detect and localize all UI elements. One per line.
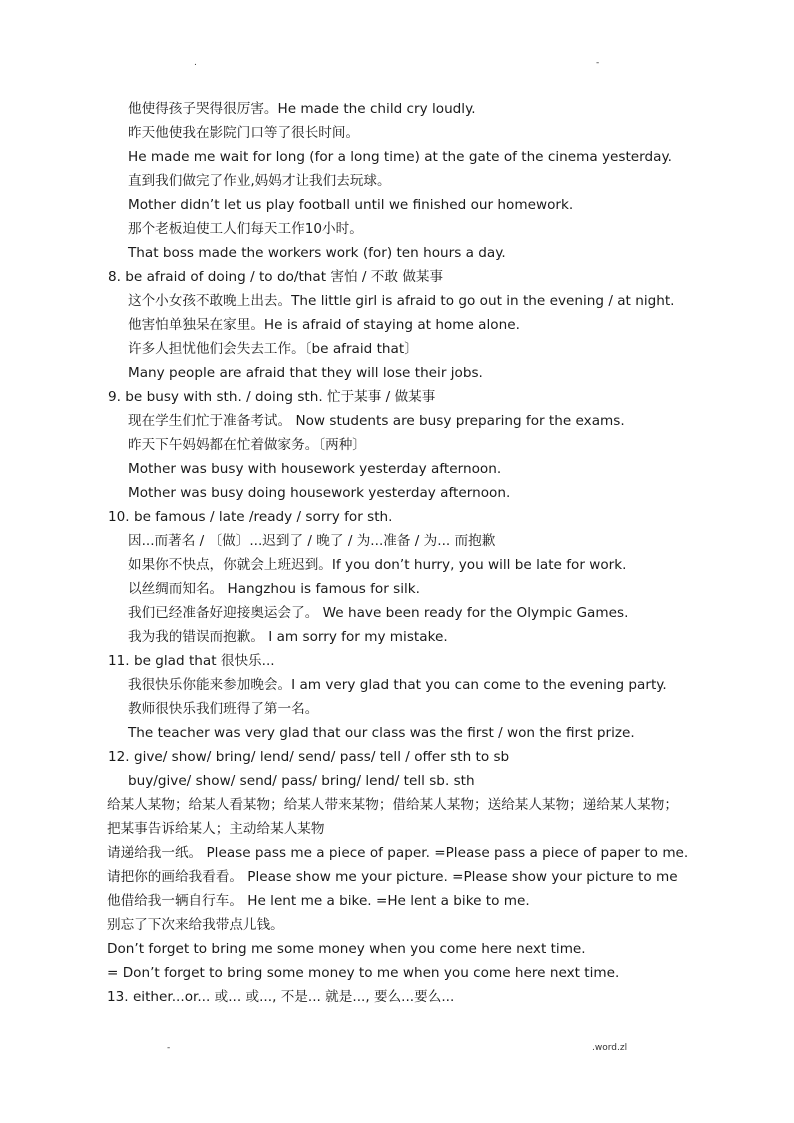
text-line: Don’t forget to bring me some money when you come here next time. [107,941,586,957]
text-line: 这个小女孩不敢晚上出去。The little girl is afraid to go out in the evening / at night. [128,293,675,309]
text-line: Many people are afraid that they will lose their jobs. [128,365,483,381]
text-line: Mother didn’t let us play football until we finished our homework. [128,197,574,213]
text-line: 他使得孩子哭得很厉害。He made the child cry loudly. [128,101,476,117]
footer-left-mark: - [167,1043,171,1053]
text-line: 以丝绸而知名。 Hangzhou is famous for silk. [128,581,420,597]
section-heading: 9. be busy with sth. / doing sth. 忙于某事 / 做某事 [108,389,436,405]
text-line: 我们已经准备好迎接奥运会了。 We have been ready for the Olympic Games. [128,605,629,621]
header-left-mark: . [194,58,197,68]
text-line: 昨天他使我在影院门口等了很长时间。 [128,125,360,141]
text-line: 他害怕单独呆在家里。He is afraid of staying at home alone. [128,317,520,333]
text-line: Mother was busy with housework yesterday afternoon. [128,461,502,477]
text-line: 直到我们做完了作业,妈妈才让我们去玩球。 [128,173,391,189]
text-line: 请把你的画给我看看。 Please show me your picture. =Please show your picture to me [107,869,678,885]
section-heading: 10. be famous / late /ready / sorry for sth. [108,509,393,525]
text-line: 教师很快乐我们班得了第一名。 [128,701,319,717]
text-line: 那个老板迫使工人们每天工作10小时。 [128,221,363,237]
text-line: = Don’t forget to bring some money to me when you come here next time. [107,965,620,981]
section-heading: 12. give/ show/ bring/ lend/ send/ pass/ tell / offer sth to sb [108,749,510,765]
text-line: 13. either...or... 或... 或..., 不是... 就是..., 要么...要么... [107,989,455,1005]
text-line: 如果你不快点，你就会上班迟到。If you don’t hurry, you will be late for work. [128,557,627,573]
text-line: 请递给我一纸。 Please pass me a piece of paper. =Please pass a piece of paper to me. [107,845,689,861]
text-line: 因...而著名 / 〔做〕...迟到了 / 晚了 / 为...准备 / 为... 而抱歉 [128,533,496,549]
text-line: 昨天下午妈妈都在忙着做家务。〔两种〕 [128,437,366,453]
text-line: 许多人担忧他们会失去工作。〔be afraid that〕 [128,341,418,357]
text-line: 别忘了下次来给我带点儿钱。 [107,917,284,933]
header-right-mark: - [596,58,600,68]
text-line: 现在学生们忙于准备考试。 Now students are busy preparing for the exams. [128,413,625,429]
text-line: Mother was busy doing housework yesterday afternoon. [128,485,511,501]
footer-right-mark: .word.zl [592,1043,628,1053]
text-line: 我为我的错误而抱歉。 I am sorry for my mistake. [128,629,448,645]
text-line: 给某人某物；给某人看某物；给某人带来某物；借给某人某物；送给某人某物；递给某人某物； [107,797,678,813]
text-line: 把某事告诉给某人；主动给某人某物 [107,821,325,837]
section-heading: 8. be afraid of doing / to do/that 害怕 / 不敢 做某事 [108,269,444,285]
text-line: 我很快乐你能来参加晚会。I am very glad that you can come to the evening party. [128,677,667,693]
text-line: He made me wait for long (for a long time) at the gate of the cinema yesterday. [128,149,672,165]
text-line: The teacher was very glad that our class was the first / won the first prize. [128,725,635,741]
section-heading: 11. be glad that 很快乐... [108,653,275,669]
text-line: 他借给我一辆自行车。 He lent me a bike. =He lent a bike to me. [107,893,530,909]
text-line: buy/give/ show/ send/ pass/ bring/ lend/ tell sb. sth [128,773,475,789]
text-line: That boss made the workers work (for) ten hours a day. [128,245,506,261]
